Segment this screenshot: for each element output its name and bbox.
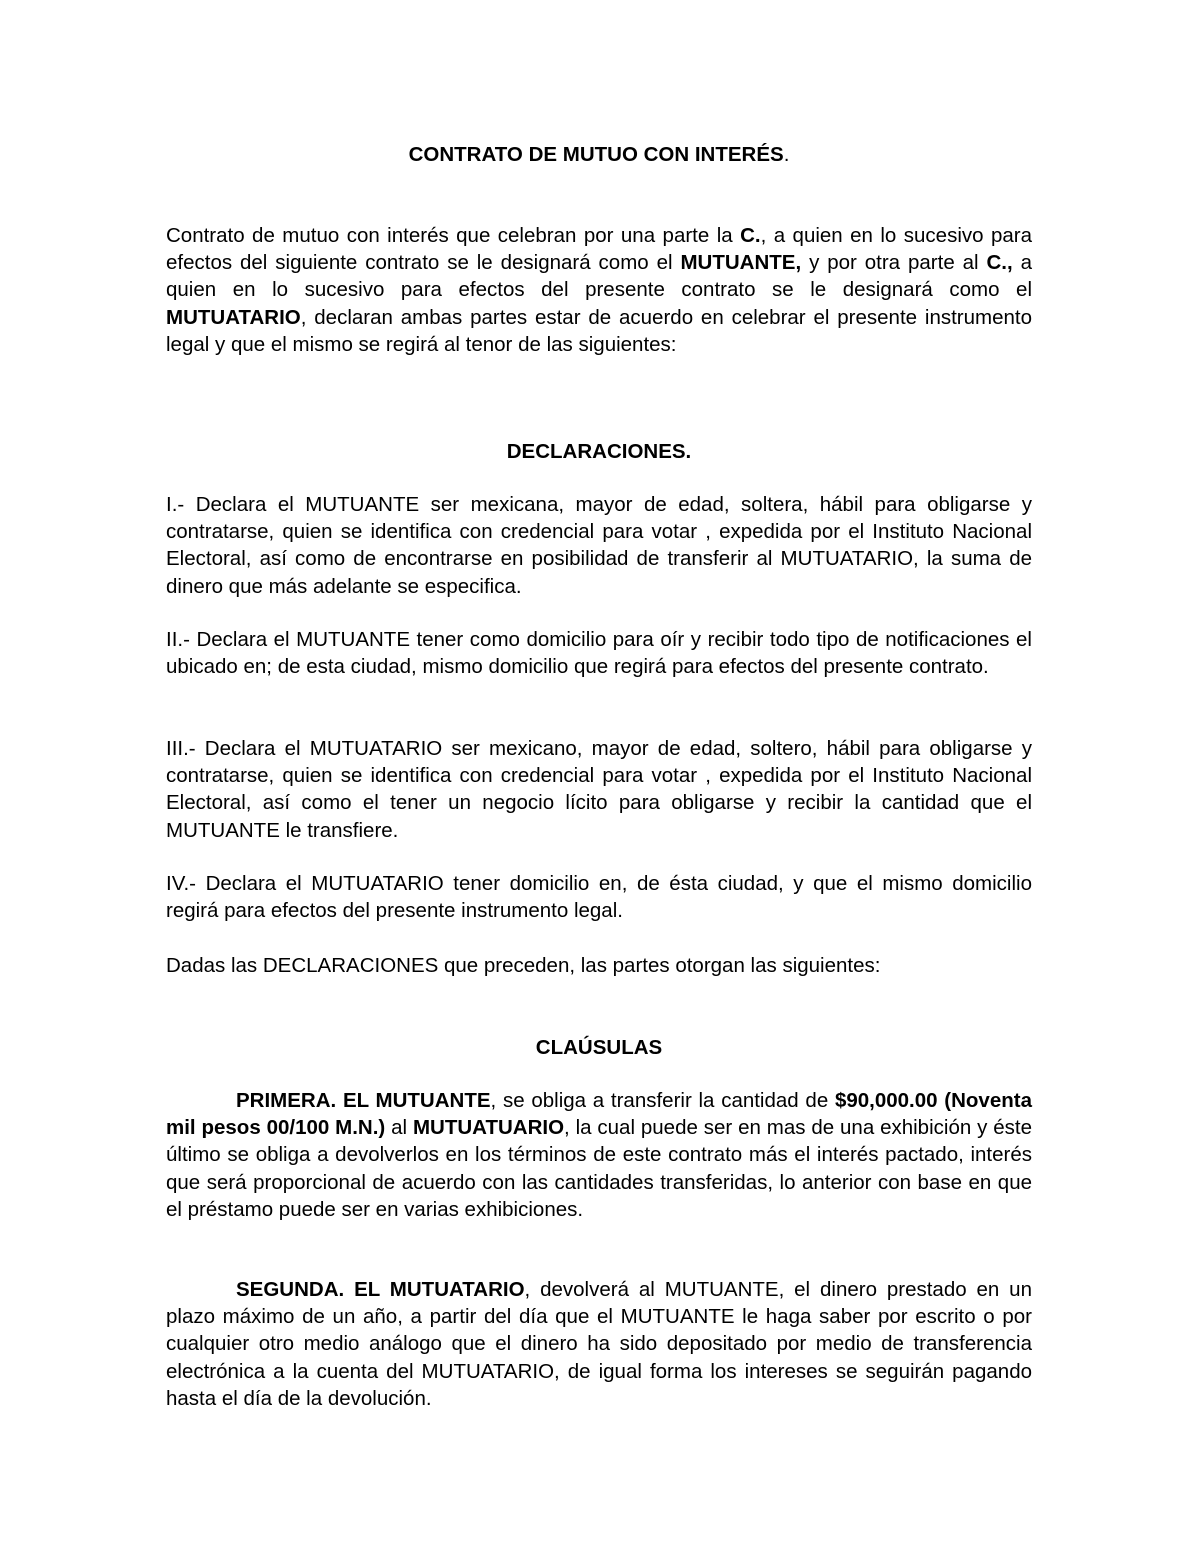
primera-text-3: , la cual puede ser en mas de una exhibición y éste último se obliga a devolverlos en los términos de este contrato más el interés pactado, interés que será proporcional de acuerdo con las cantidades transferidas, lo anterior con base en que el préstamo puede ser en varias exhibiciones. [166,1116,1032,1221]
intro-text-3: y por otra parte al [801,251,987,275]
primera-party: MUTUATUARIO [412,1116,565,1140]
segunda-text-1: , devolverá al MUTUANTE, el dinero prestado en un plazo máximo de un año, a partir del día que el MUTUANTE le haga saber por escrito o por cualquier otro medio análogo que el dinero ha sido depositado por medio de transferencia electrónica a la cuenta del MUTUATARIO, de igual forma los intereses se seguirán pagando hasta el día de la devolución. [166,1278,1032,1410]
declaracion-item: IV.- Declara el MUTUATARIO tener domicilio en, de ésta ciudad, y que el mismo domicilio regirá para efectos del presente instrumento legal. [166,872,1032,923]
clausula-segunda [166,1276,1032,1412]
primera-text-2: al [385,1116,413,1140]
intro-text-1: Contrato de mutuo con interés que celebran por una parte la [166,224,741,247]
primera-text-1: , se obliga a transferir la cantidad de [490,1089,835,1112]
document-page [166,0,1032,1553]
clausulas-heading: CLAÚSULAS [535,1036,663,1059]
declaracion-item: I.- Declara el MUTUANTE ser mexicana, mayor de edad, soltera, hábil para obligarse y contratarse, quien se identifica con credencial para votar , expedida por el Instituto Nacional Electoral, así como de encontrarse en posibilidad de transferir al MUTUATARIO, la suma de dinero que más adelante se especifica. [166,493,1032,598]
contract-title-text: CONTRATO DE MUTUO CON INTERÉS [408,143,784,166]
primera-amount: $90,000.00 (Noventa mil pesos 00/100 M.N.) [166,1089,1032,1140]
primera-label: PRIMERA. EL MUTUANTE [236,1089,491,1112]
contract-title [166,141,1032,168]
clausula-primera [166,1087,1032,1223]
segunda-label: SEGUNDA. EL MUTUATARIO [236,1278,525,1301]
intro-bold-2: MUTUANTE, [680,251,802,275]
intro-bold-4: MUTUATARIO [166,305,301,329]
intro-bold-3: C., [986,251,1013,275]
declaracion-item: III.- Declara el MUTUATARIO ser mexicano, mayor de edad, soltero, hábil para obligarse y contratarse, quien se identifica con credencial para votar , expedida por el Instituto Nacional Electoral, así como el tener un negocio lícito para obligarse y recibir la cantidad que el MUTUANTE le transfiere. [166,737,1032,842]
declaracion-item: II.- Declara el MUTUANTE tener como domicilio para oír y recibir todo tipo de notificaciones el ubicado en; de esta ciudad, mismo domicilio que regirá para efectos del presente contrato. [166,628,1032,679]
intro-text-5: , declaran ambas partes estar de acuerdo en celebrar el presente instrumento legal y que el mismo se regirá al tenor de las siguientes: [166,305,1032,356]
intro-text-4: a quien en lo sucesivo para efectos del presente contrato se le designará como el [166,251,1032,302]
intro-bold-1: C. [740,224,761,247]
contract-title-period: . [783,143,790,166]
intro-paragraph [166,222,1032,358]
declaraciones-closing: Dadas las DECLARACIONES que preceden, las partes otorgan las siguientes: [166,954,881,977]
declaraciones-heading: DECLARACIONES. [506,440,692,463]
intro-text-2: , a quien en lo sucesivo para efectos del siguiente contrato se le designará como el [166,224,1032,275]
